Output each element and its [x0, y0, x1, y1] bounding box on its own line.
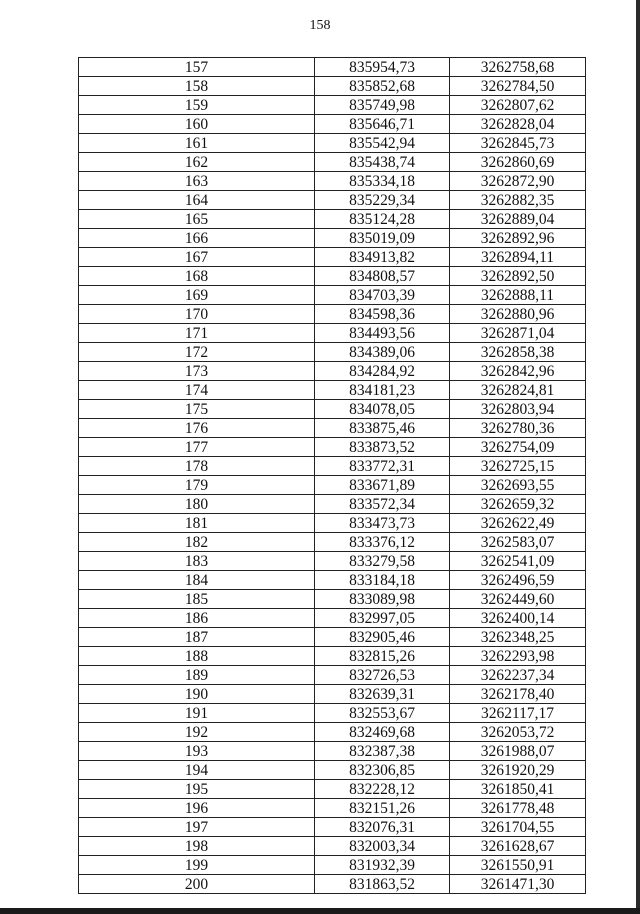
point-number-cell: 172 [79, 343, 315, 362]
table-row [79, 704, 586, 723]
y-coordinate-cell: 3261778,48 [450, 799, 586, 818]
x-coordinate-cell: 831863,52 [315, 875, 450, 894]
y-coordinate-cell: 3262860,69 [450, 153, 586, 172]
table-row [79, 324, 586, 343]
point-number-cell: 159 [79, 96, 315, 115]
point-number-cell: 198 [79, 837, 315, 856]
x-coordinate-cell: 832003,34 [315, 837, 450, 856]
y-coordinate-cell: 3262622,49 [450, 514, 586, 533]
point-number-cell: 179 [79, 476, 315, 495]
y-coordinate-cell: 3262803,94 [450, 400, 586, 419]
point-number-cell: 182 [79, 533, 315, 552]
point-number-cell: 160 [79, 115, 315, 134]
x-coordinate-cell: 833772,31 [315, 457, 450, 476]
x-coordinate-cell: 835749,98 [315, 96, 450, 115]
x-coordinate-cell: 834808,57 [315, 267, 450, 286]
y-coordinate-cell: 3262894,11 [450, 248, 586, 267]
y-coordinate-cell: 3261988,07 [450, 742, 586, 761]
y-coordinate-cell: 3261550,91 [450, 856, 586, 875]
y-coordinate-cell: 3262882,35 [450, 191, 586, 210]
table-row [79, 666, 586, 685]
point-number-cell: 181 [79, 514, 315, 533]
y-coordinate-cell: 3262117,17 [450, 704, 586, 723]
scan-edge-right [636, 0, 640, 914]
table-row [79, 400, 586, 419]
point-number-cell: 183 [79, 552, 315, 571]
point-number-cell: 192 [79, 723, 315, 742]
x-coordinate-cell: 833089,98 [315, 590, 450, 609]
x-coordinate-cell: 833873,52 [315, 438, 450, 457]
point-number-cell: 190 [79, 685, 315, 704]
y-coordinate-cell: 3262178,40 [450, 685, 586, 704]
x-coordinate-cell: 833572,34 [315, 495, 450, 514]
point-number-cell: 158 [79, 77, 315, 96]
point-number-cell: 175 [79, 400, 315, 419]
y-coordinate-cell: 3262449,60 [450, 590, 586, 609]
x-coordinate-cell: 833875,46 [315, 419, 450, 438]
point-number-cell: 191 [79, 704, 315, 723]
x-coordinate-cell: 835334,18 [315, 172, 450, 191]
point-number-cell: 197 [79, 818, 315, 837]
x-coordinate-cell: 835438,74 [315, 153, 450, 172]
point-number-cell: 161 [79, 134, 315, 153]
x-coordinate-cell: 835954,73 [315, 58, 450, 77]
y-coordinate-cell: 3262842,96 [450, 362, 586, 381]
y-coordinate-cell: 3262824,81 [450, 381, 586, 400]
table-row [79, 552, 586, 571]
x-coordinate-cell: 834493,56 [315, 324, 450, 343]
y-coordinate-cell: 3262400,14 [450, 609, 586, 628]
point-number-cell: 200 [79, 875, 315, 894]
x-coordinate-cell: 833279,58 [315, 552, 450, 571]
table-row [79, 685, 586, 704]
table-row [79, 742, 586, 761]
y-coordinate-cell: 3262348,25 [450, 628, 586, 647]
x-coordinate-cell: 832306,85 [315, 761, 450, 780]
point-number-cell: 176 [79, 419, 315, 438]
x-coordinate-cell: 832997,05 [315, 609, 450, 628]
y-coordinate-cell: 3262807,62 [450, 96, 586, 115]
y-coordinate-cell: 3262758,68 [450, 58, 586, 77]
y-coordinate-cell: 3261471,30 [450, 875, 586, 894]
table-row [79, 286, 586, 305]
table-row [79, 837, 586, 856]
table-row [79, 153, 586, 172]
x-coordinate-cell: 835229,34 [315, 191, 450, 210]
table-row [79, 362, 586, 381]
y-coordinate-cell: 3262828,04 [450, 115, 586, 134]
point-number-cell: 174 [79, 381, 315, 400]
x-coordinate-cell: 832815,26 [315, 647, 450, 666]
table-row [79, 476, 586, 495]
y-coordinate-cell: 3262888,11 [450, 286, 586, 305]
point-number-cell: 194 [79, 761, 315, 780]
point-number-cell: 187 [79, 628, 315, 647]
y-coordinate-cell: 3262889,04 [450, 210, 586, 229]
point-number-cell: 193 [79, 742, 315, 761]
x-coordinate-cell: 835124,28 [315, 210, 450, 229]
y-coordinate-cell: 3262693,55 [450, 476, 586, 495]
table-row [79, 267, 586, 286]
y-coordinate-cell: 3262754,09 [450, 438, 586, 457]
table-row [79, 248, 586, 267]
table-row [79, 571, 586, 590]
table-row [79, 590, 586, 609]
point-number-cell: 180 [79, 495, 315, 514]
x-coordinate-cell: 832553,67 [315, 704, 450, 723]
table-row [79, 305, 586, 324]
x-coordinate-cell: 835852,68 [315, 77, 450, 96]
y-coordinate-cell: 3262053,72 [450, 723, 586, 742]
x-coordinate-cell: 835646,71 [315, 115, 450, 134]
point-number-cell: 177 [79, 438, 315, 457]
x-coordinate-cell: 832151,26 [315, 799, 450, 818]
point-number-cell: 186 [79, 609, 315, 628]
x-coordinate-cell: 831932,39 [315, 856, 450, 875]
y-coordinate-cell: 3261628,67 [450, 837, 586, 856]
page-number: 158 [309, 18, 331, 33]
x-coordinate-cell: 834598,36 [315, 305, 450, 324]
point-number-cell: 173 [79, 362, 315, 381]
point-number-cell: 157 [79, 58, 315, 77]
y-coordinate-cell: 3262880,96 [450, 305, 586, 324]
x-coordinate-cell: 834913,82 [315, 248, 450, 267]
x-coordinate-cell: 834389,06 [315, 343, 450, 362]
point-number-cell: 166 [79, 229, 315, 248]
y-coordinate-cell: 3262725,15 [450, 457, 586, 476]
point-number-cell: 185 [79, 590, 315, 609]
x-coordinate-cell: 832905,46 [315, 628, 450, 647]
x-coordinate-cell: 835019,09 [315, 229, 450, 248]
table-row [79, 438, 586, 457]
point-number-cell: 165 [79, 210, 315, 229]
table-row [79, 875, 586, 894]
x-coordinate-cell: 834181,23 [315, 381, 450, 400]
y-coordinate-cell: 3262892,96 [450, 229, 586, 248]
y-coordinate-cell: 3262858,38 [450, 343, 586, 362]
table-row [79, 799, 586, 818]
table-row [79, 77, 586, 96]
point-number-cell: 162 [79, 153, 315, 172]
scan-edge-bottom [0, 908, 640, 914]
y-coordinate-cell: 3261920,29 [450, 761, 586, 780]
coordinates-table [78, 57, 586, 894]
x-coordinate-cell: 833473,73 [315, 514, 450, 533]
point-number-cell: 199 [79, 856, 315, 875]
y-coordinate-cell: 3262541,09 [450, 552, 586, 571]
y-coordinate-cell: 3262872,90 [450, 172, 586, 191]
table-row [79, 533, 586, 552]
point-number-cell: 171 [79, 324, 315, 343]
table-row [79, 818, 586, 837]
x-coordinate-cell: 832726,53 [315, 666, 450, 685]
y-coordinate-cell: 3262496,59 [450, 571, 586, 590]
y-coordinate-cell: 3262293,98 [450, 647, 586, 666]
x-coordinate-cell: 834078,05 [315, 400, 450, 419]
y-coordinate-cell: 3262871,04 [450, 324, 586, 343]
table-row [79, 495, 586, 514]
table-row [79, 58, 586, 77]
y-coordinate-cell: 3262583,07 [450, 533, 586, 552]
x-coordinate-cell: 834284,92 [315, 362, 450, 381]
y-coordinate-cell: 3262784,50 [450, 77, 586, 96]
x-coordinate-cell: 832387,38 [315, 742, 450, 761]
y-coordinate-cell: 3261704,55 [450, 818, 586, 837]
table-row [79, 115, 586, 134]
point-number-cell: 195 [79, 780, 315, 799]
x-coordinate-cell: 835542,94 [315, 134, 450, 153]
table-row [79, 609, 586, 628]
point-number-cell: 178 [79, 457, 315, 476]
table-row [79, 514, 586, 533]
table-row [79, 96, 586, 115]
y-coordinate-cell: 3262780,36 [450, 419, 586, 438]
coordinates-table-body [79, 58, 586, 894]
table-row [79, 210, 586, 229]
point-number-cell: 169 [79, 286, 315, 305]
x-coordinate-cell: 832469,68 [315, 723, 450, 742]
x-coordinate-cell: 833376,12 [315, 533, 450, 552]
table-row [79, 134, 586, 153]
x-coordinate-cell: 832076,31 [315, 818, 450, 837]
x-coordinate-cell: 833184,18 [315, 571, 450, 590]
table-row [79, 647, 586, 666]
point-number-cell: 170 [79, 305, 315, 324]
y-coordinate-cell: 3262659,32 [450, 495, 586, 514]
table-row [79, 628, 586, 647]
point-number-cell: 189 [79, 666, 315, 685]
point-number-cell: 167 [79, 248, 315, 267]
point-number-cell: 163 [79, 172, 315, 191]
table-row [79, 457, 586, 476]
table-row [79, 856, 586, 875]
x-coordinate-cell: 834703,39 [315, 286, 450, 305]
x-coordinate-cell: 833671,89 [315, 476, 450, 495]
y-coordinate-cell: 3262237,34 [450, 666, 586, 685]
table-row [79, 381, 586, 400]
table-row [79, 761, 586, 780]
table-row [79, 191, 586, 210]
table-row [79, 172, 586, 191]
point-number-cell: 164 [79, 191, 315, 210]
table-row [79, 723, 586, 742]
y-coordinate-cell: 3261850,41 [450, 780, 586, 799]
table-row [79, 419, 586, 438]
point-number-cell: 196 [79, 799, 315, 818]
table-row [79, 229, 586, 248]
point-number-cell: 168 [79, 267, 315, 286]
table-row [79, 343, 586, 362]
x-coordinate-cell: 832639,31 [315, 685, 450, 704]
table-row [79, 780, 586, 799]
y-coordinate-cell: 3262845,73 [450, 134, 586, 153]
y-coordinate-cell: 3262892,50 [450, 267, 586, 286]
point-number-cell: 188 [79, 647, 315, 666]
x-coordinate-cell: 832228,12 [315, 780, 450, 799]
point-number-cell: 184 [79, 571, 315, 590]
